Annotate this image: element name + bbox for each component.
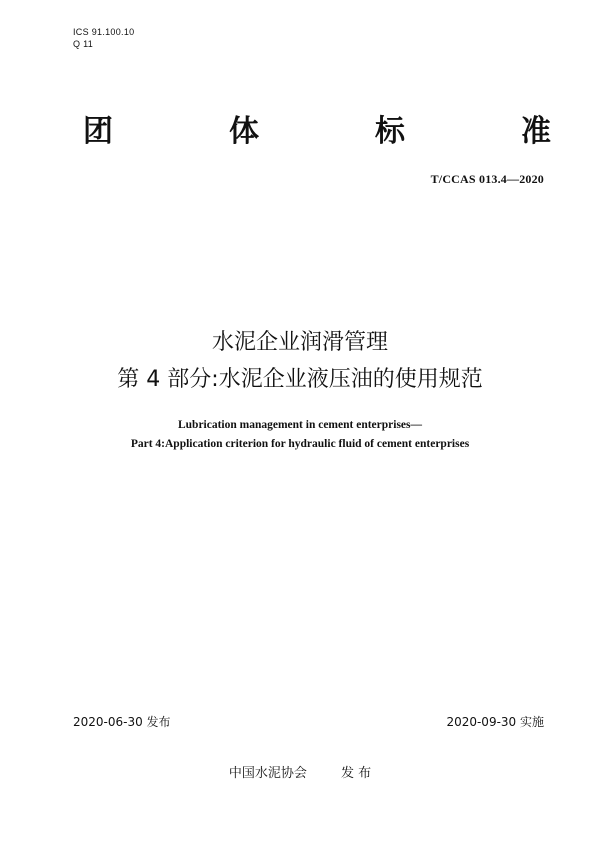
document-type-char: 团 xyxy=(83,114,113,149)
ccs-code: Q 11 xyxy=(73,39,94,49)
ics-code: ICS 91.100.10 xyxy=(73,27,135,37)
document-type-char: 体 xyxy=(229,114,259,149)
issue-date: 2020-06-30 发布 xyxy=(73,715,171,729)
publisher-line xyxy=(0,765,600,783)
document-type-char: 标 xyxy=(375,114,405,149)
chinese-title-line-2: 第 4 部分:水泥企业液压油的使用规范 xyxy=(117,367,483,392)
standard-number: T/CCAS 013.4—2020 xyxy=(430,172,544,186)
english-title-line-2: Part 4:Application criterion for hydraulic fluid of cement enterprises xyxy=(130,438,470,450)
implementation-date: 2020-09-30 实施 xyxy=(446,715,544,729)
english-title-line-1: Lubrication management in cement enterprises— xyxy=(177,419,423,431)
publisher-name: 中国水泥协会 xyxy=(228,766,307,781)
chinese-title-line-1: 水泥企业润滑管理 xyxy=(211,330,388,355)
document-type-char: 准 xyxy=(521,114,551,149)
publish-action: 发 布 xyxy=(340,766,372,781)
document-type-heading xyxy=(83,114,551,150)
